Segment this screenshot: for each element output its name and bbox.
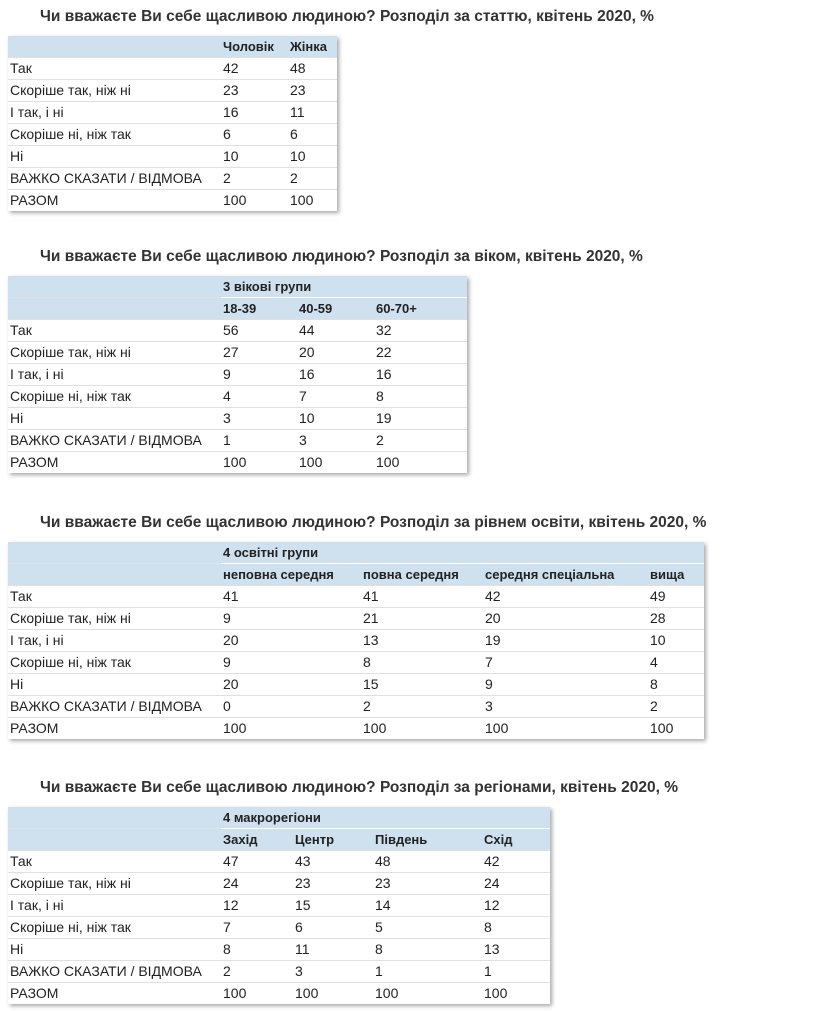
column-header: Схід bbox=[482, 829, 550, 851]
cell-value: 9 bbox=[221, 608, 361, 630]
table-title: Чи вважаєте Ви себе щасливою людиною? Розподіл за віком, квітень 2020, % bbox=[40, 248, 643, 265]
cell-value: 23 bbox=[288, 80, 337, 102]
group-header-row bbox=[8, 276, 467, 298]
table-title: Чи вважаєте Ви себе щасливою людиною? Розподіл за рівнем освіти, квітень 2020, % bbox=[40, 514, 707, 531]
cell-value: 9 bbox=[483, 674, 648, 696]
row-label: Скоріше так, ніж ні bbox=[8, 608, 221, 630]
cell-value: 15 bbox=[293, 895, 373, 917]
row-label: Скоріше ні, ніж так bbox=[8, 652, 221, 674]
cell-value: 42 bbox=[221, 58, 288, 80]
group-header: 3 вікові групи bbox=[221, 276, 467, 298]
cell-value: 8 bbox=[648, 674, 704, 696]
column-header: Чоловік bbox=[221, 36, 288, 58]
cell-value: 41 bbox=[221, 586, 361, 608]
cell-value: 16 bbox=[297, 364, 374, 386]
column-header: вища bbox=[648, 564, 704, 586]
cell-value: 41 bbox=[361, 586, 483, 608]
cell-value: 48 bbox=[288, 58, 337, 80]
row-label: Скоріше так, ніж ні bbox=[8, 80, 221, 102]
row-label: Ні bbox=[8, 939, 221, 961]
cell-value: 7 bbox=[483, 652, 648, 674]
cell-value: 100 bbox=[223, 454, 247, 470]
cell-value: 44 bbox=[297, 320, 374, 342]
table-row bbox=[8, 408, 467, 430]
cell-value: 100 bbox=[376, 454, 400, 470]
column-header: Жінка bbox=[288, 36, 337, 58]
cell-value: 100 bbox=[375, 985, 399, 1001]
cell-value: 19 bbox=[374, 408, 467, 430]
row-label: Скоріше так, ніж ні bbox=[8, 873, 221, 895]
group-header: 4 освітні групи bbox=[221, 542, 704, 564]
table-row bbox=[8, 58, 337, 80]
cell-value: 10 bbox=[288, 146, 337, 168]
cell-value: 23 bbox=[293, 873, 373, 895]
cell-value: 8 bbox=[221, 939, 293, 961]
group-header-row bbox=[8, 807, 550, 829]
table-row bbox=[8, 895, 550, 917]
cell-value: 7 bbox=[221, 917, 293, 939]
cell-value: 13 bbox=[482, 939, 550, 961]
table-row bbox=[8, 364, 467, 386]
cell-value: 12 bbox=[482, 895, 550, 917]
table-row bbox=[8, 696, 704, 718]
row-label: ВАЖКО СКАЗАТИ / ВІДМОВА bbox=[8, 961, 221, 983]
column-header: 40-59 bbox=[297, 298, 374, 320]
row-label: Ні bbox=[8, 674, 221, 696]
row-label: ВАЖКО СКАЗАТИ / ВІДМОВА bbox=[8, 168, 221, 190]
cell-value: 1 bbox=[373, 961, 482, 983]
cell-value: 8 bbox=[361, 652, 483, 674]
cell-value: 13 bbox=[361, 630, 483, 652]
cell-value: 100 bbox=[223, 192, 247, 208]
cell-value: 1 bbox=[221, 430, 297, 452]
cell-value: 4 bbox=[221, 386, 297, 408]
cell-value: 20 bbox=[297, 342, 374, 364]
cell-value: 47 bbox=[221, 851, 293, 873]
cell-value: 16 bbox=[374, 364, 467, 386]
table-row bbox=[8, 917, 550, 939]
table-row bbox=[8, 124, 337, 146]
table-block-education bbox=[8, 513, 706, 739]
row-label: І так, і ні bbox=[8, 630, 221, 652]
cell-value: 20 bbox=[221, 630, 361, 652]
cell-value: 8 bbox=[482, 917, 550, 939]
column-header: середня спеціальна bbox=[483, 564, 648, 586]
cell-value: 10 bbox=[648, 630, 704, 652]
table-row bbox=[8, 190, 337, 212]
cell-value: 32 bbox=[374, 320, 467, 342]
cell-value: 100 bbox=[485, 720, 509, 736]
table-title: Чи вважаєте Ви себе щасливою людиною? Розподіл за статтю, квітень 2020, % bbox=[40, 8, 654, 25]
data-table bbox=[8, 36, 337, 211]
row-label: РАЗОМ bbox=[10, 985, 59, 1001]
cell-value: 100 bbox=[484, 985, 508, 1001]
row-label: І так, і ні bbox=[8, 364, 221, 386]
cell-value: 100 bbox=[650, 720, 674, 736]
data-table bbox=[8, 276, 467, 473]
table-row bbox=[8, 102, 337, 124]
table-block-age bbox=[8, 247, 643, 473]
cell-value: 100 bbox=[363, 720, 387, 736]
row-label: РАЗОМ bbox=[10, 192, 59, 208]
cell-value: 3 bbox=[297, 430, 374, 452]
cell-value: 24 bbox=[482, 873, 550, 895]
table-block-region bbox=[8, 778, 678, 1004]
cell-value: 56 bbox=[221, 320, 297, 342]
table-row bbox=[8, 652, 704, 674]
cell-value: 23 bbox=[373, 873, 482, 895]
cell-value: 11 bbox=[288, 102, 337, 124]
cell-value: 100 bbox=[290, 192, 314, 208]
table-row bbox=[8, 586, 704, 608]
row-label: ВАЖКО СКАЗАТИ / ВІДМОВА bbox=[8, 430, 221, 452]
cell-value: 22 bbox=[374, 342, 467, 364]
cell-value: 2 bbox=[648, 696, 704, 718]
cell-value: 3 bbox=[221, 408, 297, 430]
row-label: Скоріше ні, ніж так bbox=[8, 386, 221, 408]
cell-value: 2 bbox=[374, 430, 467, 452]
cell-value: 27 bbox=[221, 342, 297, 364]
column-header-row bbox=[8, 564, 704, 586]
cell-value: 2 bbox=[288, 168, 337, 190]
column-header: неповна середня bbox=[221, 564, 361, 586]
cell-value: 9 bbox=[221, 652, 361, 674]
cell-value: 23 bbox=[221, 80, 288, 102]
cell-value: 6 bbox=[293, 917, 373, 939]
cell-value: 20 bbox=[221, 674, 361, 696]
table-row bbox=[8, 80, 337, 102]
cell-value: 12 bbox=[221, 895, 293, 917]
cell-value: 16 bbox=[221, 102, 288, 124]
column-header: повна середня bbox=[361, 564, 483, 586]
table-row bbox=[8, 386, 467, 408]
table-block-gender bbox=[8, 7, 654, 211]
table-row bbox=[8, 873, 550, 895]
row-label: І так, і ні bbox=[8, 895, 221, 917]
cell-value: 5 bbox=[373, 917, 482, 939]
cell-value: 4 bbox=[648, 652, 704, 674]
row-label: Скоріше ні, ніж так bbox=[8, 917, 221, 939]
cell-value: 21 bbox=[361, 608, 483, 630]
table-row bbox=[8, 342, 467, 364]
table-row bbox=[8, 674, 704, 696]
cell-value: 24 bbox=[221, 873, 293, 895]
cell-value: 7 bbox=[297, 386, 374, 408]
row-label: І так, і ні bbox=[8, 102, 221, 124]
cell-value: 100 bbox=[223, 985, 247, 1001]
cell-value: 14 bbox=[373, 895, 482, 917]
cell-value: 100 bbox=[223, 720, 247, 736]
cell-value: 28 bbox=[648, 608, 704, 630]
cell-value: 49 bbox=[648, 586, 704, 608]
table-row bbox=[8, 718, 704, 740]
table-row bbox=[8, 146, 337, 168]
cell-value: 2 bbox=[361, 696, 483, 718]
table-row bbox=[8, 320, 467, 342]
table-row bbox=[8, 851, 550, 873]
cell-value: 8 bbox=[373, 939, 482, 961]
column-header-row bbox=[8, 298, 467, 320]
cell-value: 48 bbox=[373, 851, 482, 873]
cell-value: 6 bbox=[288, 124, 337, 146]
cell-value: 3 bbox=[483, 696, 648, 718]
row-label: РАЗОМ bbox=[10, 454, 59, 470]
column-header: Південь bbox=[373, 829, 482, 851]
row-label: Так bbox=[8, 586, 221, 608]
table-row bbox=[8, 939, 550, 961]
cell-value: 20 bbox=[483, 608, 648, 630]
cell-value: 3 bbox=[293, 961, 373, 983]
row-label: ВАЖКО СКАЗАТИ / ВІДМОВА bbox=[8, 696, 221, 718]
column-header-row bbox=[8, 36, 337, 58]
data-table bbox=[8, 807, 550, 1004]
cell-value: 100 bbox=[295, 985, 319, 1001]
cell-value: 2 bbox=[221, 961, 293, 983]
cell-value: 10 bbox=[297, 408, 374, 430]
cell-value: 8 bbox=[374, 386, 467, 408]
table-row bbox=[8, 452, 467, 474]
cell-value: 42 bbox=[482, 851, 550, 873]
column-header: Захід bbox=[221, 829, 293, 851]
row-label: РАЗОМ bbox=[10, 720, 59, 736]
row-label: Скоріше так, ніж ні bbox=[8, 342, 221, 364]
row-label: Скоріше ні, ніж так bbox=[8, 124, 221, 146]
cell-value: 6 bbox=[221, 124, 288, 146]
cell-value: 10 bbox=[221, 146, 288, 168]
table-row bbox=[8, 630, 704, 652]
row-label: Так bbox=[8, 58, 221, 80]
table-row bbox=[8, 168, 337, 190]
cell-value: 43 bbox=[293, 851, 373, 873]
table-row bbox=[8, 608, 704, 630]
cell-value: 0 bbox=[221, 696, 361, 718]
cell-value: 1 bbox=[482, 961, 550, 983]
data-table bbox=[8, 542, 704, 739]
row-label: Так bbox=[8, 320, 221, 342]
group-header-row bbox=[8, 542, 704, 564]
cell-value: 19 bbox=[483, 630, 648, 652]
row-label: Ні bbox=[8, 146, 221, 168]
column-header: Центр bbox=[293, 829, 373, 851]
cell-value: 42 bbox=[483, 586, 648, 608]
cell-value: 2 bbox=[221, 168, 288, 190]
column-header: 60-70+ bbox=[374, 298, 467, 320]
row-label: Ні bbox=[8, 408, 221, 430]
group-header: 4 макрорегіони bbox=[221, 807, 550, 829]
column-header: 18-39 bbox=[221, 298, 297, 320]
row-label: Так bbox=[8, 851, 221, 873]
cell-value: 9 bbox=[221, 364, 297, 386]
table-row bbox=[8, 983, 550, 1005]
table-row bbox=[8, 430, 467, 452]
cell-value: 100 bbox=[299, 454, 323, 470]
table-row bbox=[8, 961, 550, 983]
cell-value: 11 bbox=[293, 939, 373, 961]
cell-value: 15 bbox=[361, 674, 483, 696]
table-title: Чи вважаєте Ви себе щасливою людиною? Розподіл за регіонами, квітень 2020, % bbox=[40, 779, 679, 796]
column-header-row bbox=[8, 829, 550, 851]
